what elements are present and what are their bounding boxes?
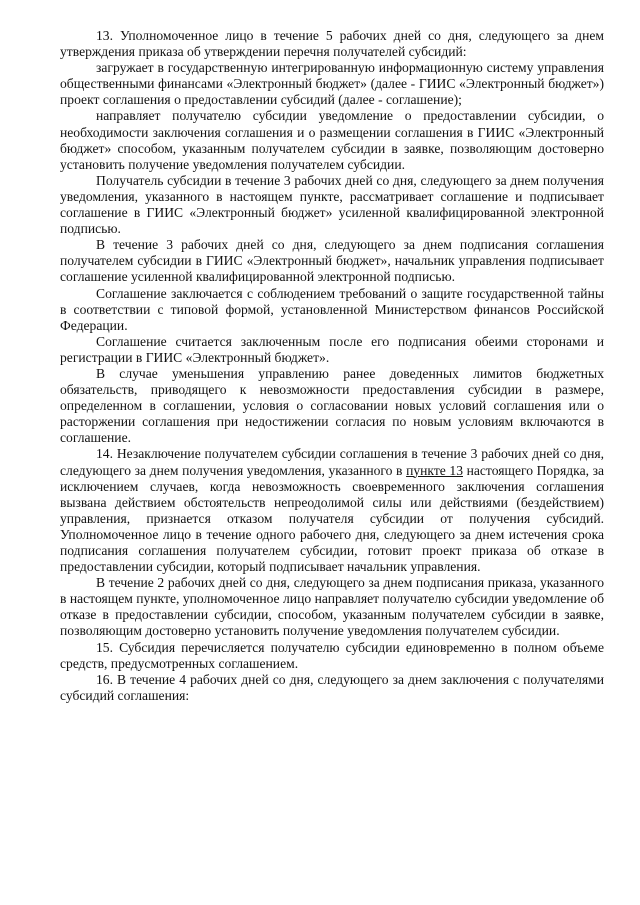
document-page [60, 28, 604, 704]
paragraph-13-secrecy: Соглашение заключается с соблюдением требований о защите государственной тайны в соответствии с типовой формой, установленной Министерством финансов Российской Федерации. [60, 285, 604, 333]
paragraph-14-text-after: настоящего Порядка, за исключением случаев, когда невозможность своевременного заключения соглашения вызвана действием обстоятельств непреодолимой силы или действиями (бездействием) управления, признается отказом получателя субсидии от получения субсидий. Уполномоченное лицо в течение одного рабочего дня, следующего за днем истечения срока подписания соглашения получателем субсидии, готовит проект приказа об отказе в предоставлении субсидии, который подписывает начальник управления. [60, 462, 604, 575]
paragraph-13-upload: загружает в государственную интегрированную информационную систему управления общественными финансами «Электронный бюджет» (далее - ГИИС «Электронный бюджет») проект соглашения о предоставлении субсидий (далее - соглашение); [60, 60, 604, 108]
paragraph-15: 15. Субсидия перечисляется получателю субсидии единовременно в полном объеме средств, предусмотренных соглашением. [60, 639, 604, 671]
paragraph-16: 16. В течение 4 рабочих дней со дня, следующего за днем заключения с получателями субсидий соглашения: [60, 671, 604, 703]
paragraph-13-intro: 13. Уполномоченное лицо в течение 5 рабочих дней со дня, следующего за днем утверждения приказа об утверждении перечня получателей субсидий: [60, 28, 604, 60]
paragraph-14-text-before: 14. Незаключение получателем субсидии соглашения в течение 3 рабочих дней со дня, следующего за днем получения уведомления, указанного в [60, 446, 604, 478]
paragraph-13-limits: В случае уменьшения управлению ранее доведенных лимитов бюджетных обязательств, приводящего к невозможности предоставления субсидии в размере, определенном в соглашении, условия о согласовании новых условий соглашения или о расторжении соглашения при недостижении согласия по новым условиям включаются в соглашение. [60, 365, 604, 446]
paragraph-14-refusal-notice: В течение 2 рабочих дней со дня, следующего за днем подписания приказа, указанного в настоящем пункте, уполномоченное лицо направляет получателю субсидии уведомление об отказе в предоставлении субсидии, способом, указанным получателем субсидии в заявке, позволяющим достоверно установить получение уведомления получателем субсидии. [60, 575, 604, 639]
paragraph-13-recipient-signs: Получатель субсидии в течение 3 рабочих дней со дня, следующего за днем получения уведомления, указанного в настоящем пункте, рассматривает соглашение и подписывает соглашение в ГИИС «Электронный бюджет» усиленной квалифицированной электронной подписью. [60, 172, 604, 237]
paragraph-13-head-signs: В течение 3 рабочих дней со дня, следующего за днем подписания соглашения получателем субсидии в ГИИС «Электронный бюджет», начальник управления подписывает соглашение усиленной квалифицированной электронной подписью. [60, 237, 604, 285]
clause-13-link[interactable]: пункте 13 [406, 462, 463, 478]
paragraph-14 [60, 446, 604, 575]
paragraph-13-concluded: Соглашение считается заключенным после его подписания обеими сторонами и регистрации в ГИИС «Электронный бюджет». [60, 333, 604, 365]
paragraph-13-notify: направляет получателю субсидии уведомление о предоставлении субсидии, о необходимости заключения соглашения и о размещении соглашения в ГИИС «Электронный бюджет» способом, указанным получателем субсидии в заявке, позволяющим достоверно установить получение уведомления получателем субсидии. [60, 108, 604, 172]
